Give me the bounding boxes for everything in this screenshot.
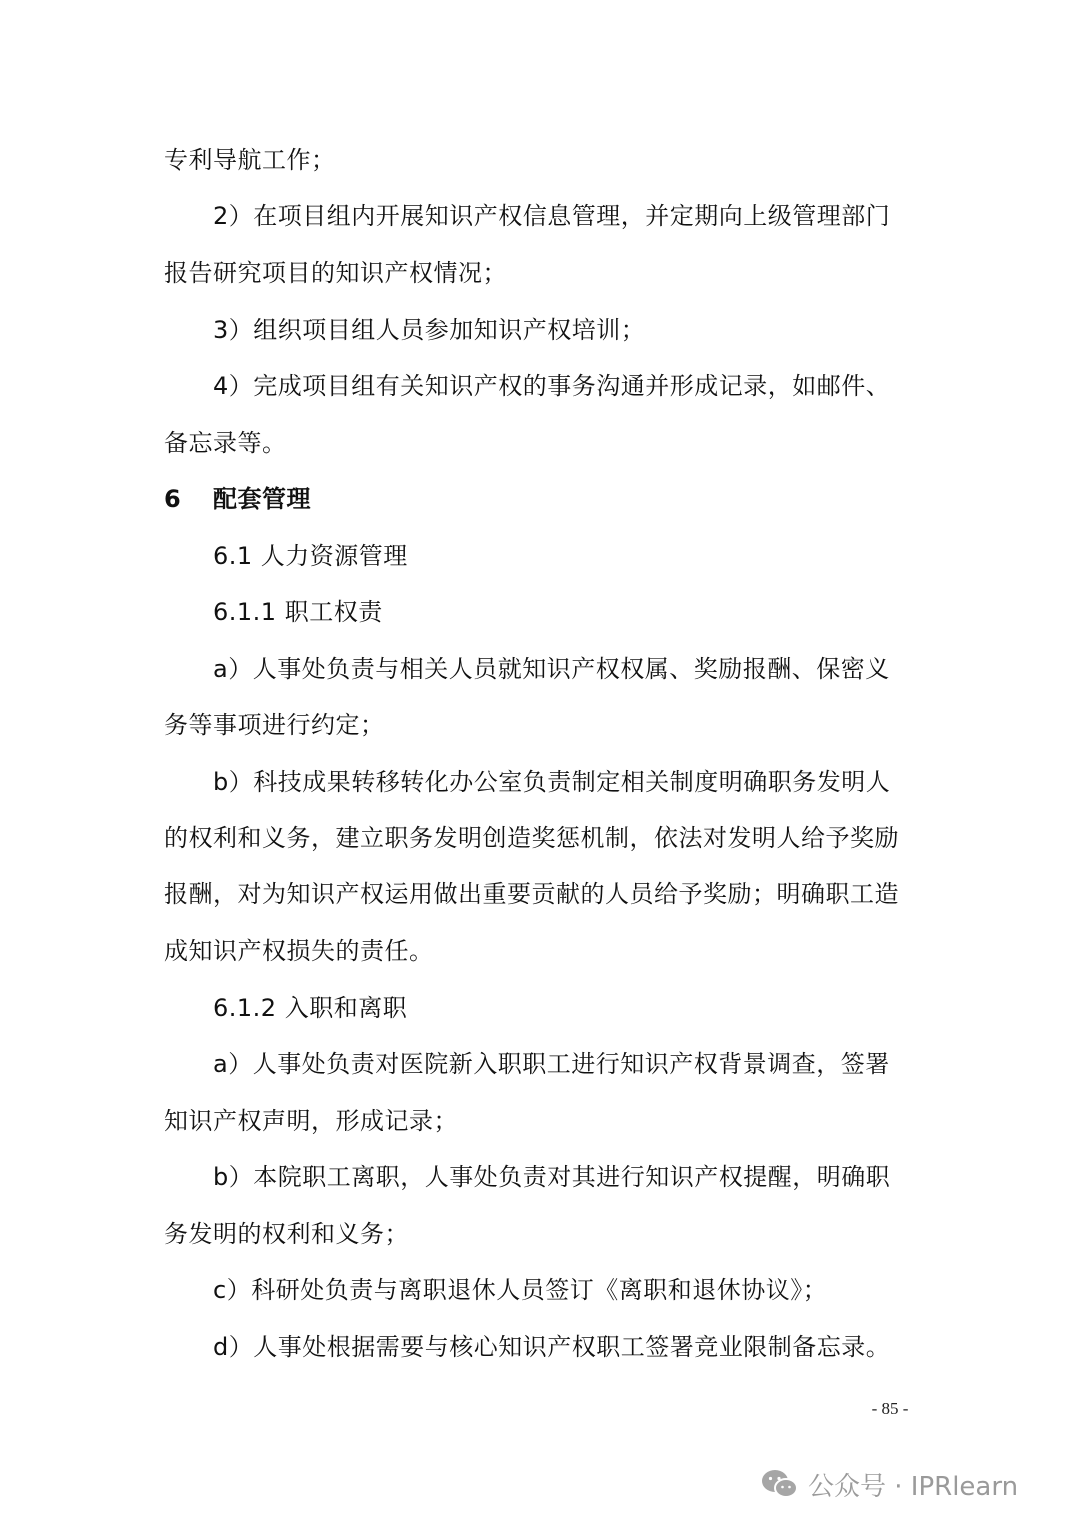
text-line: 4）完成项目组有关知识产权的事务沟通并形成记录，如邮件、	[213, 372, 891, 400]
watermark	[760, 1462, 1018, 1506]
subsection-heading: 6.1.2 入职和离职	[213, 994, 408, 1022]
text-line: c）科研处负责与离职退休人员签订《离职和退休协议》；	[213, 1276, 828, 1304]
text-line: b）本院职工离职，人事处负责对其进行知识产权提醒，明确职	[213, 1163, 891, 1191]
text-line: 务等事项进行约定；	[164, 711, 385, 739]
section-number: 6	[164, 485, 182, 513]
text-line: 知识产权声明，形成记录；	[164, 1107, 458, 1135]
text-line: 务发明的权利和义务；	[164, 1220, 409, 1248]
text-line: 2）在项目组内开展知识产权信息管理，并定期向上级管理部门	[213, 202, 891, 230]
subsection-heading: 6.1 人力资源管理	[213, 542, 408, 570]
text-line: d）人事处根据需要与核心知识产权职工签署竞业限制备忘录。	[213, 1333, 891, 1361]
text-line: 备忘录等。	[164, 429, 287, 457]
text-line: 报告研究项目的知识产权情况；	[164, 259, 507, 287]
text-line: 专利导航工作；	[164, 146, 336, 174]
text-line: 成知识产权损失的责任。	[164, 937, 434, 965]
section-title: 配套管理	[213, 485, 311, 513]
watermark-text: 公众号 · IPRlearn	[808, 1471, 1019, 1502]
wechat-icon	[760, 1467, 800, 1501]
section-heading	[164, 479, 924, 519]
text-line: 的权利和义务，建立职务发明创造奖惩机制，依法对发明人给予奖励	[164, 824, 899, 852]
text-line: b）科技成果转移转化办公室负责制定相关制度明确职务发明人	[213, 768, 891, 796]
text-line: 报酬，对为知识产权运用做出重要贡献的人员给予奖励；明确职工造	[164, 880, 899, 908]
text-line: a）人事处负责与相关人员就知识产权权属、奖励报酬、保密义	[213, 655, 890, 683]
subsection-heading: 6.1.1 职工权责	[213, 598, 383, 626]
text-line: a）人事处负责对医院新入职职工进行知识产权背景调查，签署	[213, 1050, 890, 1078]
text-line: 3）组织项目组人员参加知识产权培训；	[213, 316, 646, 344]
page-number: - 85 -	[871, 1399, 909, 1418]
